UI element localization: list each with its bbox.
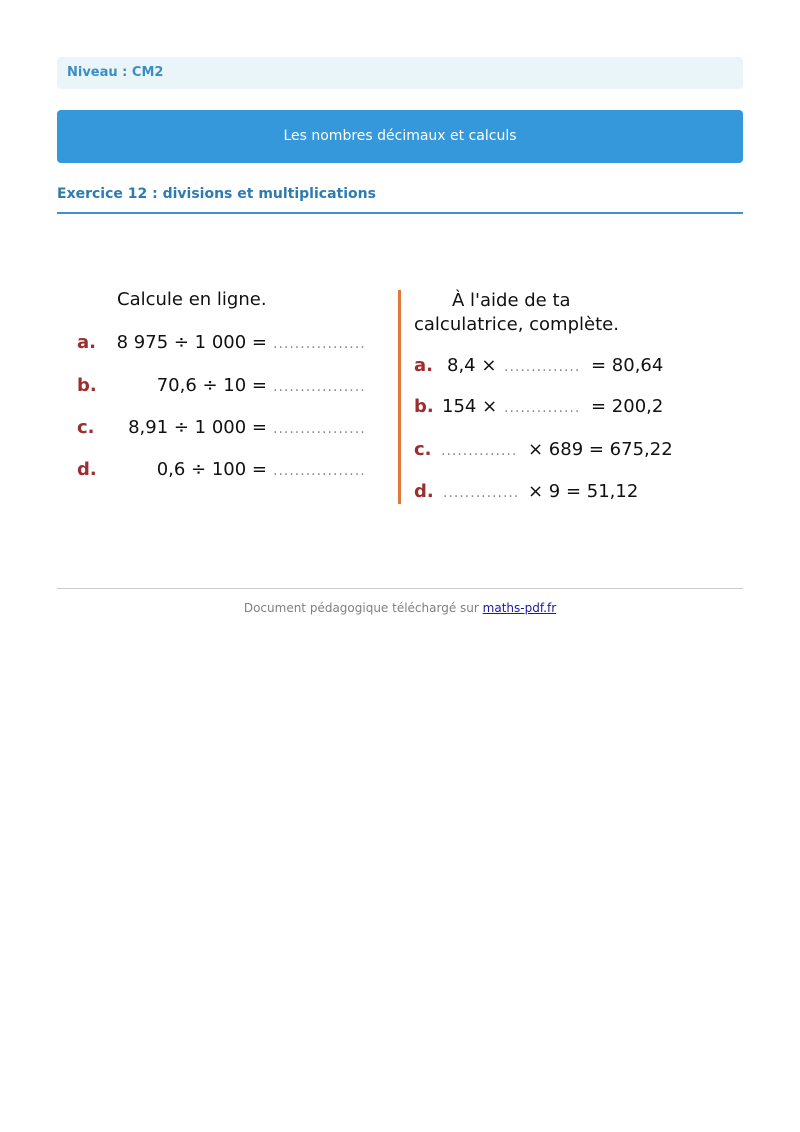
item-letter: c.	[77, 417, 95, 438]
division-expression: 8,91 ÷ 1 000 =	[128, 417, 267, 438]
division-expression: 70,6 ÷ 10 =	[156, 375, 267, 396]
answer-blank[interactable]: .................	[273, 463, 366, 479]
footer-link[interactable]: maths-pdf.fr	[482, 601, 557, 615]
footer	[57, 601, 743, 615]
level-label: Niveau : CM2	[57, 57, 743, 89]
answer-blank[interactable]: ..............	[504, 359, 581, 375]
item-letter: c.	[414, 439, 432, 460]
multiplication-operand: 8,4 ×	[447, 355, 497, 376]
multiplication-result: = 200,2	[591, 396, 664, 417]
answer-blank[interactable]: ..............	[504, 400, 581, 416]
multiplication-result: × 689 = 675,22	[528, 439, 673, 460]
exercise-title-underline	[57, 212, 743, 214]
multiplication-result: = 80,64	[591, 355, 664, 376]
answer-blank[interactable]: ..............	[443, 485, 520, 501]
footer-text: Document pédagogique téléchargé sur	[243, 601, 479, 615]
footer-divider	[57, 588, 743, 589]
right-instruction	[414, 289, 714, 337]
multiplication-result: × 9 = 51,12	[528, 481, 639, 502]
item-letter: d.	[77, 459, 97, 480]
answer-blank[interactable]: .................	[273, 421, 366, 437]
answer-blank[interactable]: ..............	[441, 443, 518, 459]
item-letter: d.	[414, 481, 434, 502]
answer-blank[interactable]: .................	[273, 379, 366, 395]
column-divider	[398, 290, 401, 504]
division-expression: 0,6 ÷ 100 =	[156, 459, 267, 480]
item-letter: a.	[77, 332, 96, 353]
right-instruction-line1: À l'aide de ta	[452, 290, 571, 311]
item-letter: b.	[414, 396, 434, 417]
answer-blank[interactable]: .................	[273, 336, 366, 352]
item-letter: a.	[414, 355, 433, 376]
right-instruction-line2: calculatrice, complète.	[414, 314, 619, 335]
page-title: Les nombres décimaux et calculs	[57, 110, 743, 163]
item-letter: b.	[77, 375, 97, 396]
division-expression: 8 975 ÷ 1 000 =	[116, 332, 267, 353]
left-instruction: Calcule en ligne.	[117, 289, 267, 310]
exercise-title: Exercice 12 : divisions et multiplications	[57, 186, 376, 202]
multiplication-operand: 154 ×	[442, 396, 498, 417]
